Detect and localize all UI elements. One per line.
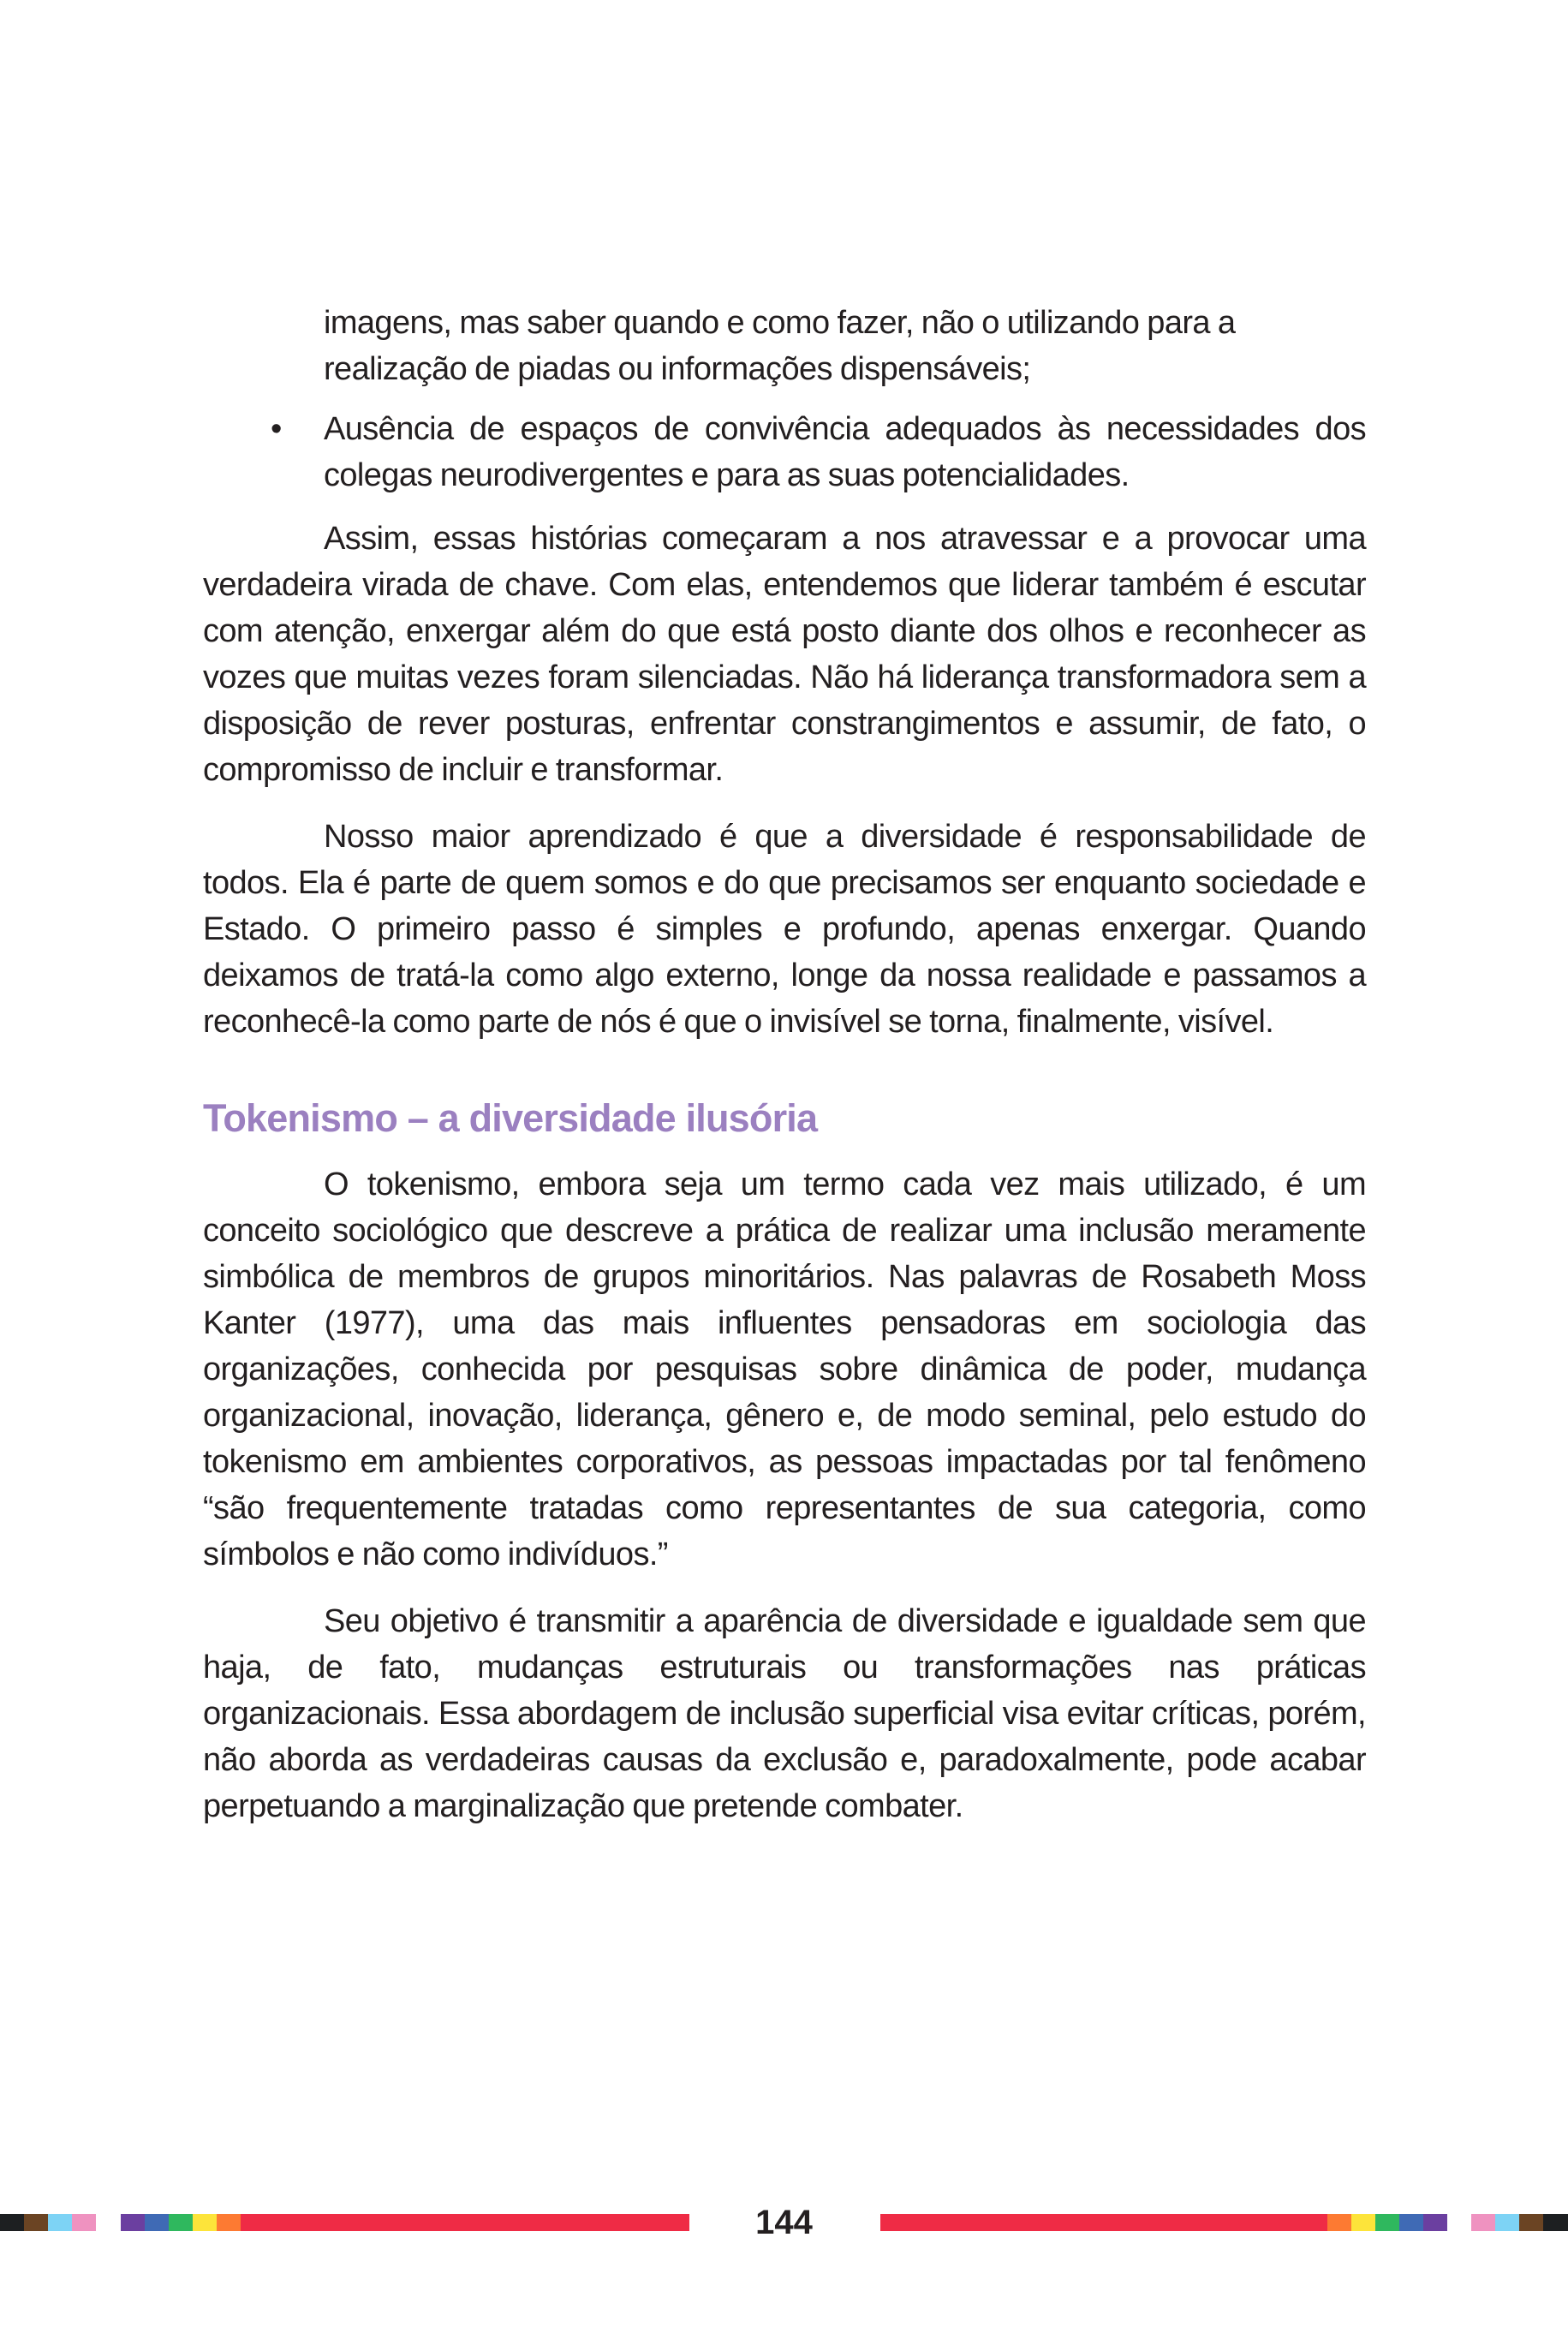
- section-heading: Tokenismo – a diversidade ilusória: [203, 1096, 818, 1140]
- footer-stripe-purple-right: [1423, 2214, 1447, 2231]
- footer-stripe-blue-right: [1399, 2214, 1423, 2231]
- bullet-list: [203, 406, 1366, 498]
- page-footer: [0, 2197, 1568, 2248]
- footer-stripe-lightblue-right: [1495, 2214, 1519, 2231]
- paragraph: Seu objetivo é transmitir a aparência de diversidade e igualdade sem que haja, de fato, mudanças estruturais ou transformações nas práticas organizacionais. Essa abordagem de inclusão superficial visa evitar críticas, porém, não aborda as verdadeiras causas da exclusão e, paradoxalmente, pode acabar perpetuando a marginalização que pretende combater.: [203, 1603, 1366, 1824]
- footer-stripe-yellow-right: [1351, 2214, 1375, 2231]
- footer-stripe-black-right: [1543, 2214, 1568, 2231]
- bullet-icon: •: [271, 411, 282, 447]
- footer-stripe-green-right: [1375, 2214, 1399, 2231]
- footer-stripe-red-right: [880, 2214, 1327, 2231]
- footer-stripe-pink-right: [1471, 2214, 1495, 2231]
- paragraph: Assim, essas histórias começaram a nos atravessar e a provocar uma verdadeira virada de chave. Com elas, entendemos que liderar também é escutar com atenção, enxergar além do que está posto diante dos olhos e reconhecer as vozes que muitas vezes foram silenciadas. Não há liderança transformadora sem a disposição de rever posturas, enfrentar constrangimentos e assumir, de fato, o compromisso de incluir e transformar.: [203, 521, 1366, 788]
- paragraph: Nosso maior aprendizado é que a diversidade é responsabilidade de todos. Ela é parte de quem somos e do que precisamos ser enquanto sociedade e Estado. O primeiro passo é simples e profundo, apenas enxergar. Quando deixamos de tratá-la como algo externo, longe da nossa realidade e passamos a reconhecê-la como parte de nós é que o invisível se torna, finalmente, visível.: [203, 819, 1366, 1040]
- page-number: 144: [755, 2204, 813, 2241]
- footer-stripe-orange-right: [1327, 2214, 1351, 2231]
- list-item-continuation: imagens, mas saber quando e como fazer, não o utilizando para a realização de piadas ou informações dispensáveis;: [324, 305, 1236, 387]
- list-item: [271, 406, 1366, 498]
- paragraph: O tokenismo, embora seja um termo cada vez mais utilizado, é um conceito sociológico que descreve a prática de realizar uma inclusão meramente simbólica de membros de grupos minoritários. Nas palavras de Rosabeth Moss Kanter (1977), uma das mais influentes pensadoras em sociologia das organizações, conhecida por pesquisas sobre dinâmica de poder, mudança organizacional, inovação, liderança, gênero e, de modo seminal, pelo estudo do tokenismo em ambientes corporativos, as pessoas impactadas por tal fenômeno “são frequentemente tratadas como representantes de sua categoria, como símbolos e não como indivíduos.”: [203, 1166, 1366, 1572]
- page-body: [203, 300, 1366, 1850]
- list-item-text: Ausência de espaços de convivência adequados às necessidades dos colegas neurodivergentes e para as suas potencialidades.: [324, 411, 1366, 493]
- footer-stripe-brown-right: [1519, 2214, 1543, 2231]
